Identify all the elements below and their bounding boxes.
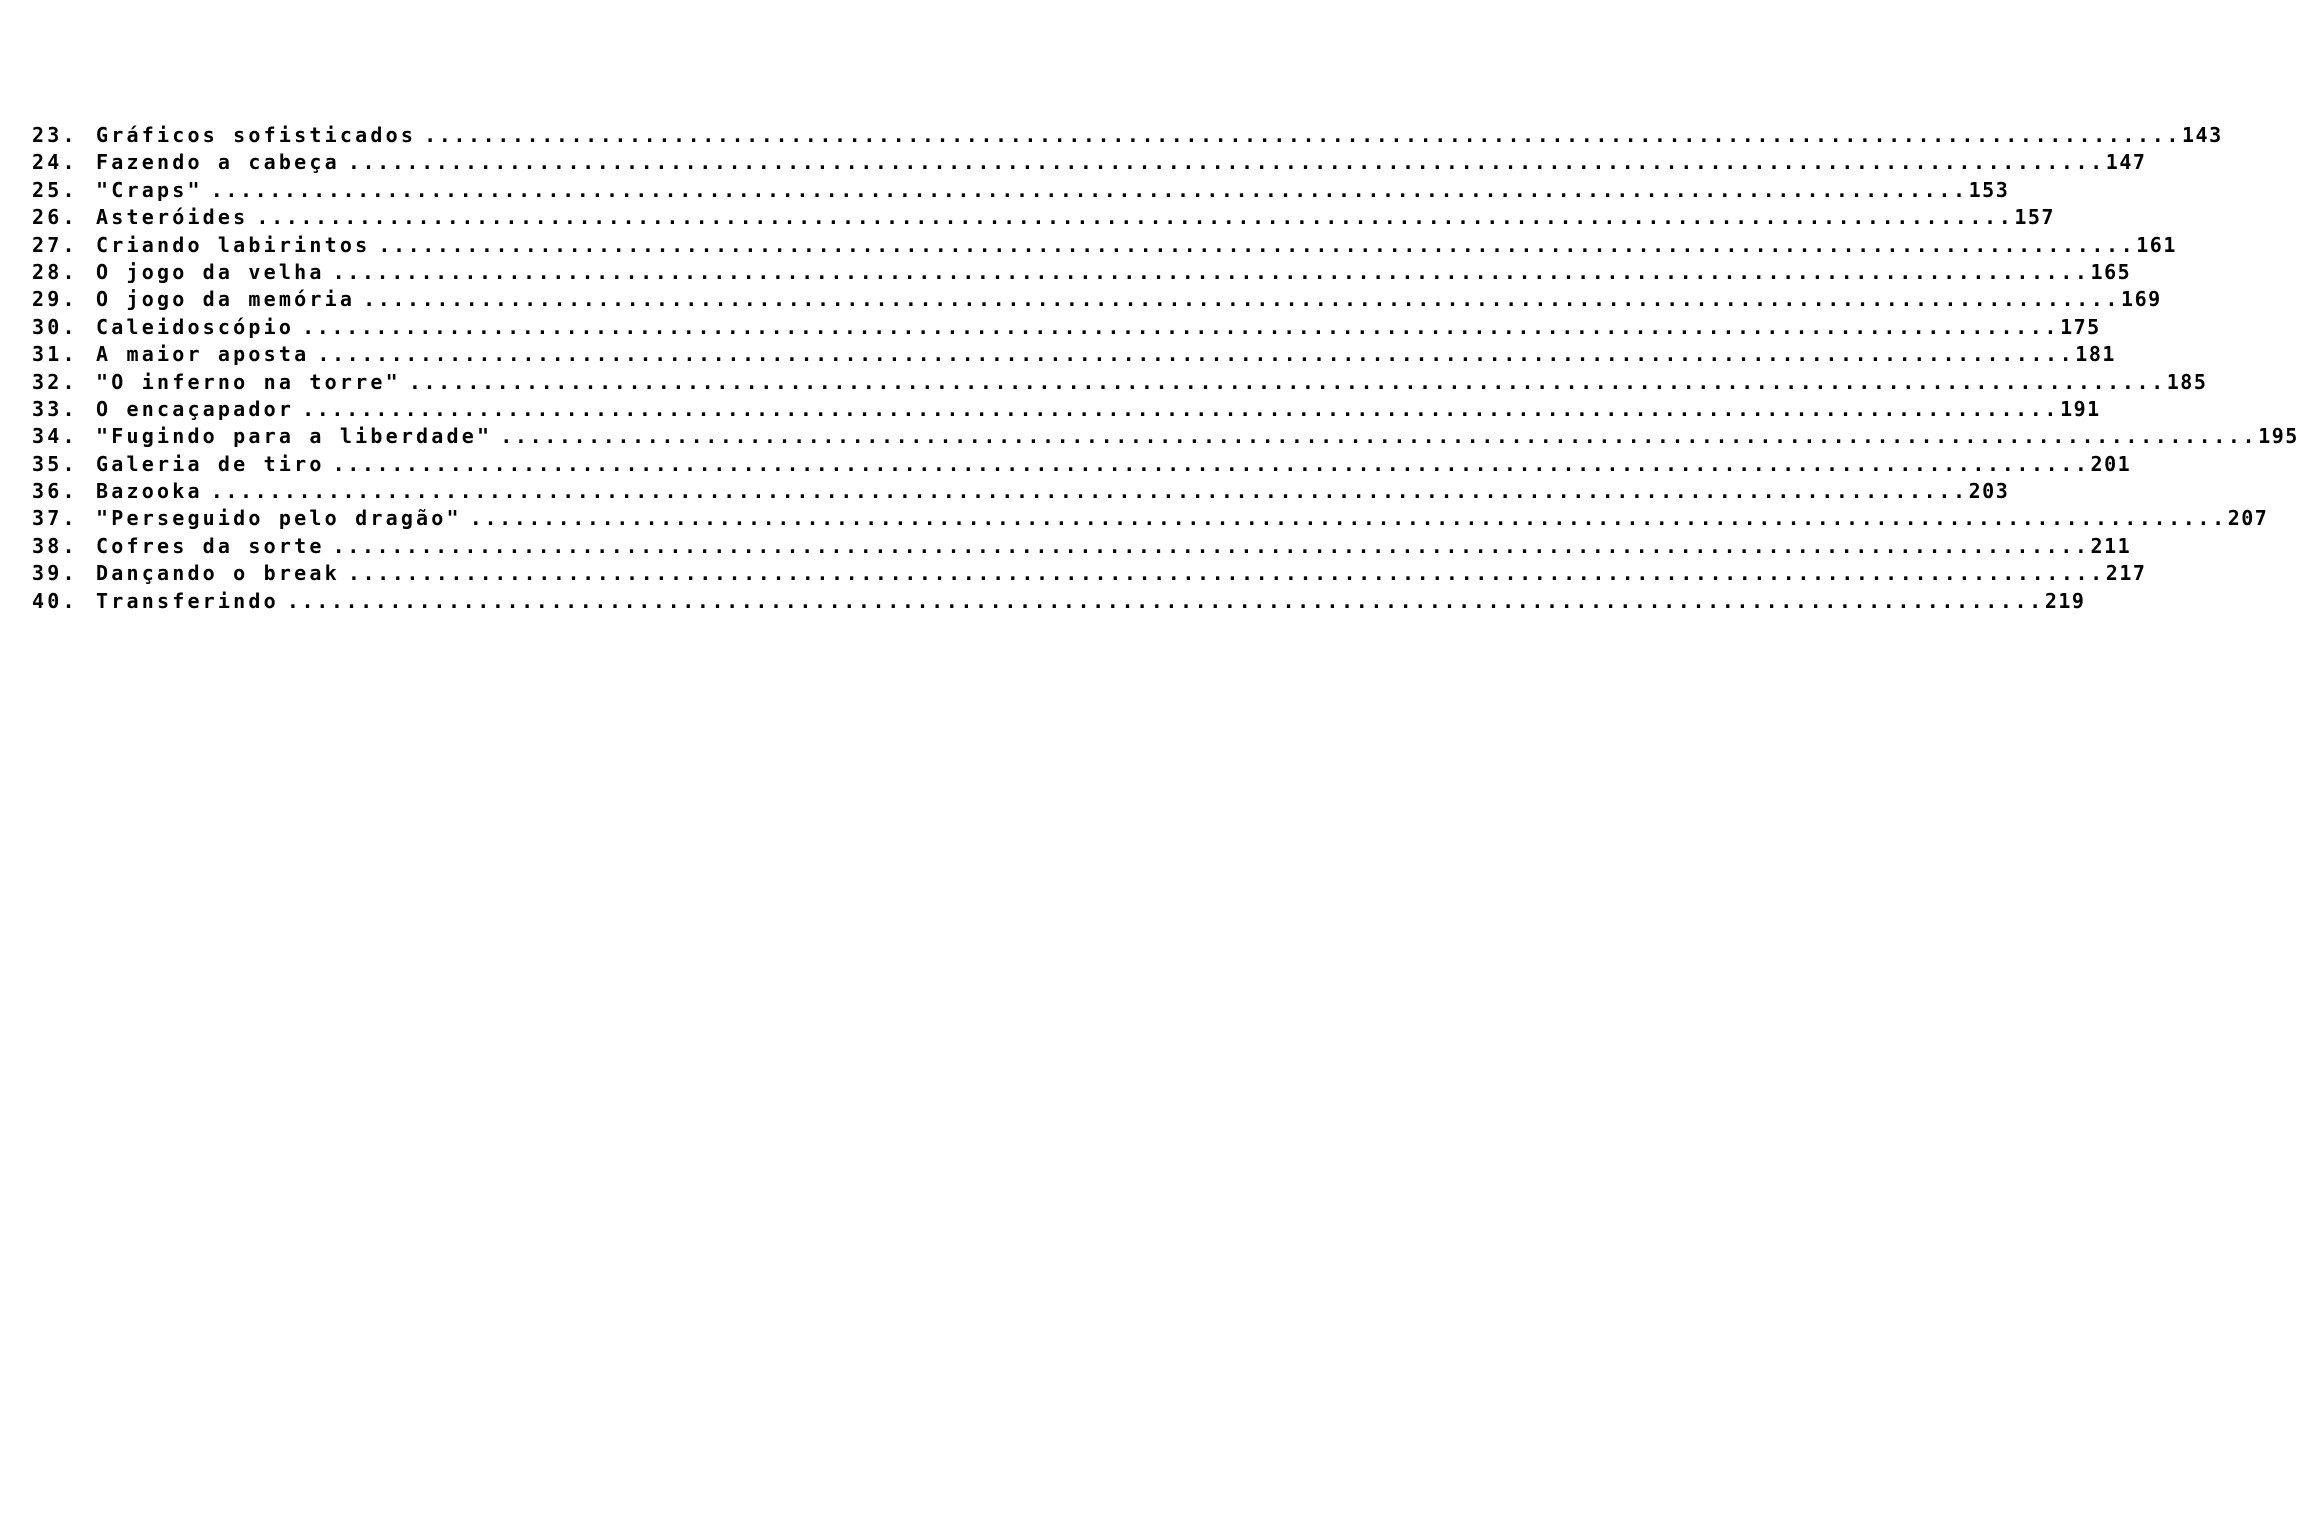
- chapter-title: Gráficos sofisticados: [96, 123, 417, 147]
- page-number: 185: [2166, 369, 2208, 394]
- chapter-number: 25.: [32, 177, 78, 202]
- chapter-title: Fazendo a cabeça: [96, 150, 340, 175]
- chapter-number: 29.: [32, 287, 78, 312]
- toc-entry: [32, 478, 2010, 505]
- chapter-number: 24.: [32, 150, 78, 175]
- dot-leader: ........................................................................................................................: [256, 205, 2014, 230]
- dot-leader: ........................................................................................................................: [332, 451, 2090, 476]
- chapter-number: 28.: [32, 259, 78, 284]
- dot-leader: ........................................................................................................................: [347, 150, 2105, 175]
- chapter-title: "O inferno na torre": [96, 369, 401, 394]
- toc-entry: [32, 505, 2269, 532]
- dot-leader: ........................................................................................................................: [210, 177, 1968, 202]
- chapter-title: Asteróides: [96, 205, 249, 230]
- chapter-title: Caleidoscópio: [96, 314, 295, 339]
- dot-leader: ........................................................................................................................: [469, 506, 2227, 531]
- page-number: 203: [1968, 479, 2010, 504]
- dot-leader: ........................................................................................................................: [378, 232, 2136, 257]
- chapter-title: O jogo da velha: [96, 259, 325, 284]
- toc-entry: [32, 423, 2299, 450]
- page-number: 195: [2258, 424, 2299, 449]
- chapter-title: "Perseguido pelo dragão": [96, 506, 462, 531]
- chapter-number: 23.: [32, 123, 78, 147]
- toc-entry: [32, 204, 2055, 231]
- toc-entry: [32, 369, 2208, 396]
- page-number: 217: [2105, 561, 2147, 586]
- dot-leader: ........................................................................................................................: [302, 396, 2060, 421]
- page-number: 157: [2014, 205, 2055, 230]
- dot-leader: ........................................................................................................................: [347, 561, 2105, 586]
- toc-entry: [32, 149, 2147, 176]
- chapter-number: 37.: [32, 506, 78, 531]
- page-number: 169: [2121, 287, 2162, 312]
- dot-leader: ........................................................................................................................: [332, 259, 2090, 284]
- toc-entry: [32, 396, 2101, 423]
- chapter-number: 31.: [32, 342, 78, 367]
- page-number: 207: [2227, 506, 2269, 531]
- page-number: 219: [2044, 588, 2086, 613]
- chapter-number: 33.: [32, 396, 78, 421]
- chapter-number: 38.: [32, 533, 78, 558]
- chapter-title: Cofres da sorte: [96, 533, 325, 558]
- chapter-title: Criando labirintos: [96, 232, 371, 257]
- toc-entry: [32, 314, 2101, 341]
- toc-entry: [32, 533, 2132, 560]
- toc-entry: [32, 588, 2086, 615]
- chapter-number: 30.: [32, 314, 78, 339]
- chapter-number: 36.: [32, 479, 78, 504]
- chapter-title: Transferindo: [96, 588, 279, 613]
- dot-leader: ........................................................................................................................: [408, 369, 2166, 394]
- page-number: 147: [2105, 150, 2147, 175]
- page-number: 153: [1968, 177, 2010, 202]
- toc-entry: [32, 341, 2116, 368]
- page-number: 181: [2075, 342, 2116, 367]
- chapter-title: O jogo da memória: [96, 287, 356, 312]
- toc-entry: [32, 232, 2177, 259]
- toc-entry: [32, 259, 2132, 286]
- toc-entry: [32, 122, 2223, 149]
- dot-leader: ........................................................................................................................: [286, 588, 2044, 613]
- chapter-number: 40.: [32, 588, 78, 613]
- dot-leader: ........................................................................................................................: [210, 479, 1968, 504]
- chapter-title: O encaçapador: [96, 396, 295, 421]
- dot-leader: ........................................................................................................................: [317, 342, 2075, 367]
- dot-leader: ........................................................................................................................: [332, 533, 2090, 558]
- dot-leader: ........................................................................................................................: [424, 123, 2181, 147]
- page-number: 165: [2090, 259, 2132, 284]
- page-number: 175: [2060, 314, 2101, 339]
- chapter-number: 26.: [32, 205, 78, 230]
- page-number: 191: [2060, 396, 2101, 421]
- chapter-title: "Fugindo para a liberdade": [96, 424, 493, 449]
- toc-entry: [32, 560, 2147, 587]
- dot-leader: ........................................................................................................................: [500, 424, 2258, 449]
- toc-entry: [32, 451, 2132, 478]
- dot-leader: ........................................................................................................................: [363, 287, 2121, 312]
- toc-entry: [32, 177, 2010, 204]
- page-number: 201: [2090, 451, 2132, 476]
- chapter-number: 35.: [32, 451, 78, 476]
- toc-entry: [32, 286, 2162, 313]
- table-of-contents: [32, 122, 2299, 615]
- chapter-title: "Craps": [96, 177, 203, 202]
- chapter-number: 27.: [32, 232, 78, 257]
- chapter-number: 32.: [32, 369, 78, 394]
- page-number: 161: [2136, 232, 2177, 257]
- chapter-number: 34.: [32, 424, 78, 449]
- chapter-title: Galeria de tiro: [96, 451, 325, 476]
- chapter-title: A maior aposta: [96, 342, 310, 367]
- chapter-title: Dançando o break: [96, 561, 340, 586]
- page-number: 211: [2090, 533, 2132, 558]
- page-number: 143: [2181, 123, 2223, 147]
- dot-leader: ........................................................................................................................: [302, 314, 2060, 339]
- chapter-title: Bazooka: [96, 479, 203, 504]
- chapter-number: 39.: [32, 561, 78, 586]
